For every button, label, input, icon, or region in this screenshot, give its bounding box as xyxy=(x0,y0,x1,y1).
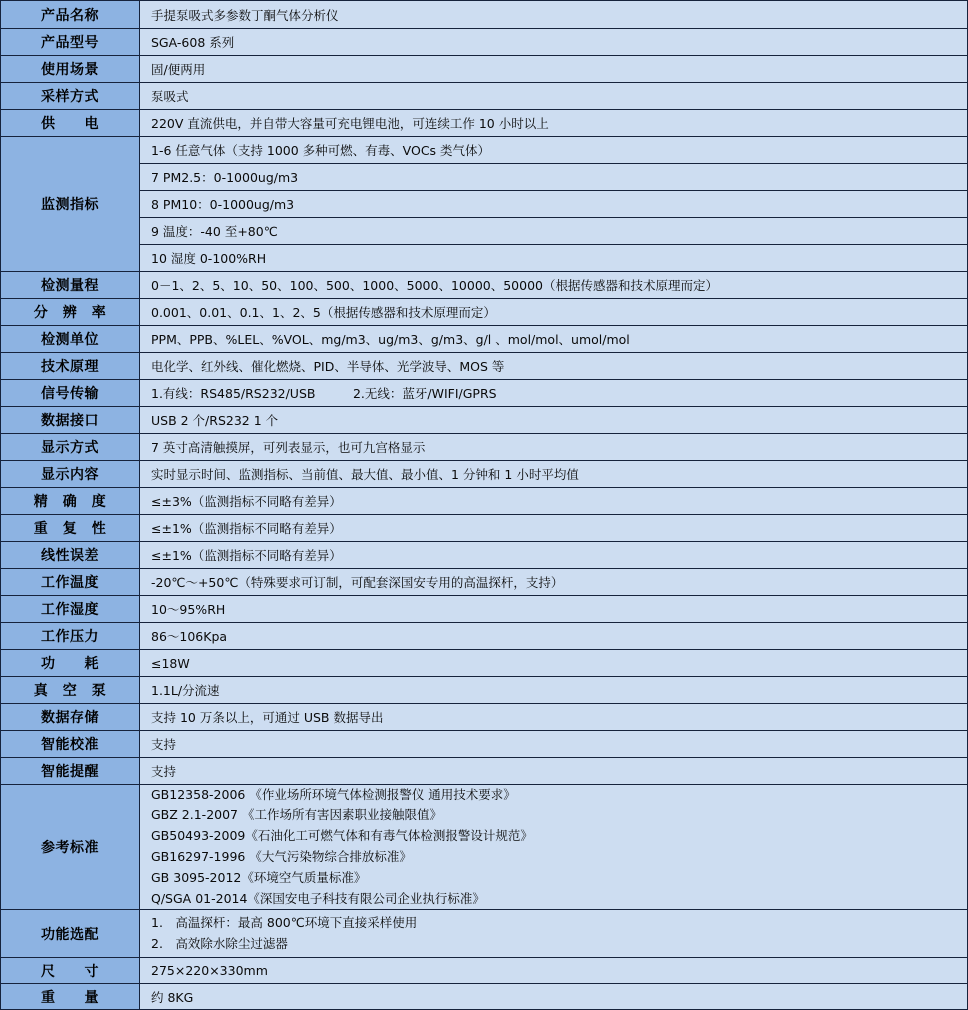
spec-value: 固/便两用 xyxy=(140,56,967,82)
spec-value: 支持 xyxy=(140,731,967,757)
spec-label: 智能提醒 xyxy=(1,758,140,784)
spec-label: 使用场景 xyxy=(1,56,140,82)
spec-row-data-storage xyxy=(1,703,967,730)
spec-label: 重 复 性 xyxy=(1,515,140,541)
spec-row-optional-features xyxy=(1,909,967,957)
spec-value: 220V 直流供电，并自带大容量可充电锂电池，可连续工作 10 小时以上 xyxy=(140,110,967,136)
spec-row-product-name xyxy=(1,1,967,28)
spec-value: 1.1L/分流速 xyxy=(140,677,967,703)
spec-value: 实时显示时间、监测指标、当前值、最大值、最小值、1 分钟和 1 小时平均值 xyxy=(140,461,967,487)
reference-standard-item: GB16297-1996 《大气污染物综合排放标准》 xyxy=(151,849,412,864)
spec-row-technical-principle xyxy=(1,352,967,379)
spec-label: 精 确 度 xyxy=(1,488,140,514)
spec-value: 泵吸式 xyxy=(140,83,967,109)
spec-row-smart-reminder xyxy=(1,757,967,784)
spec-label: 检测单位 xyxy=(1,326,140,352)
spec-label: 智能校准 xyxy=(1,731,140,757)
spec-label: 工作湿度 xyxy=(1,596,140,622)
optional-feature-item: 1. 高温探杆：最高 800℃环境下直接采样使用 xyxy=(151,914,418,930)
spec-value: ≤18W xyxy=(140,650,967,676)
spec-row-data-interface xyxy=(1,406,967,433)
monitoring-indicator-item: 1-6 任意气体（支持 1000 多种可燃、有毒、VOCs 类气体） xyxy=(140,137,967,163)
spec-label: 数据存储 xyxy=(1,704,140,730)
spec-value: PPM、PPB、%LEL、%VOL、mg/m3、ug/m3、g/m3、g/l 、mol/mol、umol/mol xyxy=(140,326,967,352)
spec-row-monitoring-indicators xyxy=(1,136,967,271)
spec-row-dimensions xyxy=(1,957,967,983)
spec-row-working-humidity xyxy=(1,595,967,622)
spec-row-display-content xyxy=(1,460,967,487)
spec-row-power-supply xyxy=(1,109,967,136)
monitoring-indicator-item: 7 PM2.5：0-1000ug/m3 xyxy=(140,163,967,190)
spec-value: 275×220×330mm xyxy=(140,958,967,983)
spec-row-power-consumption xyxy=(1,649,967,676)
spec-label: 工作温度 xyxy=(1,569,140,595)
spec-row-display-mode xyxy=(1,433,967,460)
spec-value: 电化学、红外线、催化燃烧、PID、半导体、光学波导、MOS 等 xyxy=(140,353,967,379)
spec-value: 手提泵吸式多参数丁酮气体分析仪 xyxy=(140,1,967,28)
reference-standard-item: GB12358-2006 《作业场所环境气体检测报警仪 通用技术要求》 xyxy=(151,786,516,802)
spec-value: 支持 xyxy=(140,758,967,784)
spec-label: 采样方式 xyxy=(1,83,140,109)
spec-label: 参考标准 xyxy=(1,785,140,909)
spec-label: 显示内容 xyxy=(1,461,140,487)
spec-label: 线性误差 xyxy=(1,542,140,568)
spec-label: 产品型号 xyxy=(1,29,140,55)
spec-row-sampling-method xyxy=(1,82,967,109)
monitoring-indicator-item: 8 PM10：0-1000ug/m3 xyxy=(140,190,967,217)
spec-label: 技术原理 xyxy=(1,353,140,379)
spec-label: 工作压力 xyxy=(1,623,140,649)
spec-label: 分 辨 率 xyxy=(1,299,140,325)
spec-row-signal-transmission xyxy=(1,379,967,406)
spec-row-working-temperature xyxy=(1,568,967,595)
spec-label: 尺 寸 xyxy=(1,958,140,983)
spec-value: 0－1、2、5、10、50、100、500、1000、5000、10000、50000（根据传感器和技术原理而定） xyxy=(140,272,967,298)
spec-row-vacuum-pump xyxy=(1,676,967,703)
spec-value: ≤±1%（监测指标不同略有差异） xyxy=(140,542,967,568)
spec-row-model xyxy=(1,28,967,55)
spec-label: 功 耗 xyxy=(1,650,140,676)
spec-row-repeatability xyxy=(1,514,967,541)
spec-label: 信号传输 xyxy=(1,380,140,406)
spec-row-smart-calibration xyxy=(1,730,967,757)
spec-label: 功能选配 xyxy=(1,910,140,957)
spec-label: 真 空 泵 xyxy=(1,677,140,703)
spec-value: ≤±1%（监测指标不同略有差异） xyxy=(140,515,967,541)
spec-value: SGA-608 系列 xyxy=(140,29,967,55)
spec-value: USB 2 个/RS232 1 个 xyxy=(140,407,967,433)
spec-value: 86～106Kpa xyxy=(140,623,967,649)
spec-value: 约 8KG xyxy=(140,984,967,1009)
spec-value: 7 英寸高清触摸屏，可列表显示，也可九宫格显示 xyxy=(140,434,967,460)
spec-value: 1.有线：RS485/RS232/USB 2.无线：蓝牙/WIFI/GPRS xyxy=(140,380,967,406)
monitoring-indicator-item: 9 温度：-40 至+80℃ xyxy=(140,217,967,244)
spec-value: ≤±3%（监测指标不同略有差异） xyxy=(140,488,967,514)
spec-row-working-pressure xyxy=(1,622,967,649)
spec-row-accuracy xyxy=(1,487,967,514)
spec-row-detection-unit xyxy=(1,325,967,352)
spec-value: 10～95%RH xyxy=(140,596,967,622)
spec-label: 检测量程 xyxy=(1,272,140,298)
spec-label: 重 量 xyxy=(1,984,140,1009)
spec-row-reference-standards xyxy=(1,784,967,909)
spec-value: 支持 10 万条以上，可通过 USB 数据导出 xyxy=(140,704,967,730)
reference-standard-item: GBZ 2.1-2007 《工作场所有害因素职业接触限值》 xyxy=(151,807,442,823)
spec-label: 产品名称 xyxy=(1,1,140,28)
optional-feature-item: 2. 高效除水除尘过滤器 xyxy=(151,935,288,951)
spec-value: -20℃～+50℃（特殊要求可订制，可配套深国安专用的高温探杆，支持） xyxy=(140,569,967,595)
spec-label: 供 电 xyxy=(1,110,140,136)
reference-standard-item: Q/SGA 01-2014《深国安电子科技有限公司企业执行标准》 xyxy=(151,890,485,906)
spec-row-weight xyxy=(1,983,967,1009)
reference-standard-list xyxy=(140,785,967,909)
monitoring-indicator-item: 10 湿度 0-100%RH xyxy=(140,244,967,271)
spec-row-usage-scenario xyxy=(1,55,967,82)
spec-label: 数据接口 xyxy=(1,407,140,433)
spec-row-linearity-error xyxy=(1,541,967,568)
monitoring-indicator-list xyxy=(140,137,967,271)
spec-row-detection-range xyxy=(1,271,967,298)
spec-row-resolution xyxy=(1,298,967,325)
spec-label: 监测指标 xyxy=(1,137,140,271)
optional-feature-list xyxy=(140,910,967,957)
reference-standard-item: GB 3095-2012《环境空气质量标准》 xyxy=(151,869,367,885)
spec-value: 0.001、0.01、0.1、1、2、5（根据传感器和技术原理而定） xyxy=(140,299,967,325)
spec-label: 显示方式 xyxy=(1,434,140,460)
reference-standard-item: GB50493-2009《石油化工可燃气体和有毒气体检测报警设计规范》 xyxy=(151,828,533,844)
